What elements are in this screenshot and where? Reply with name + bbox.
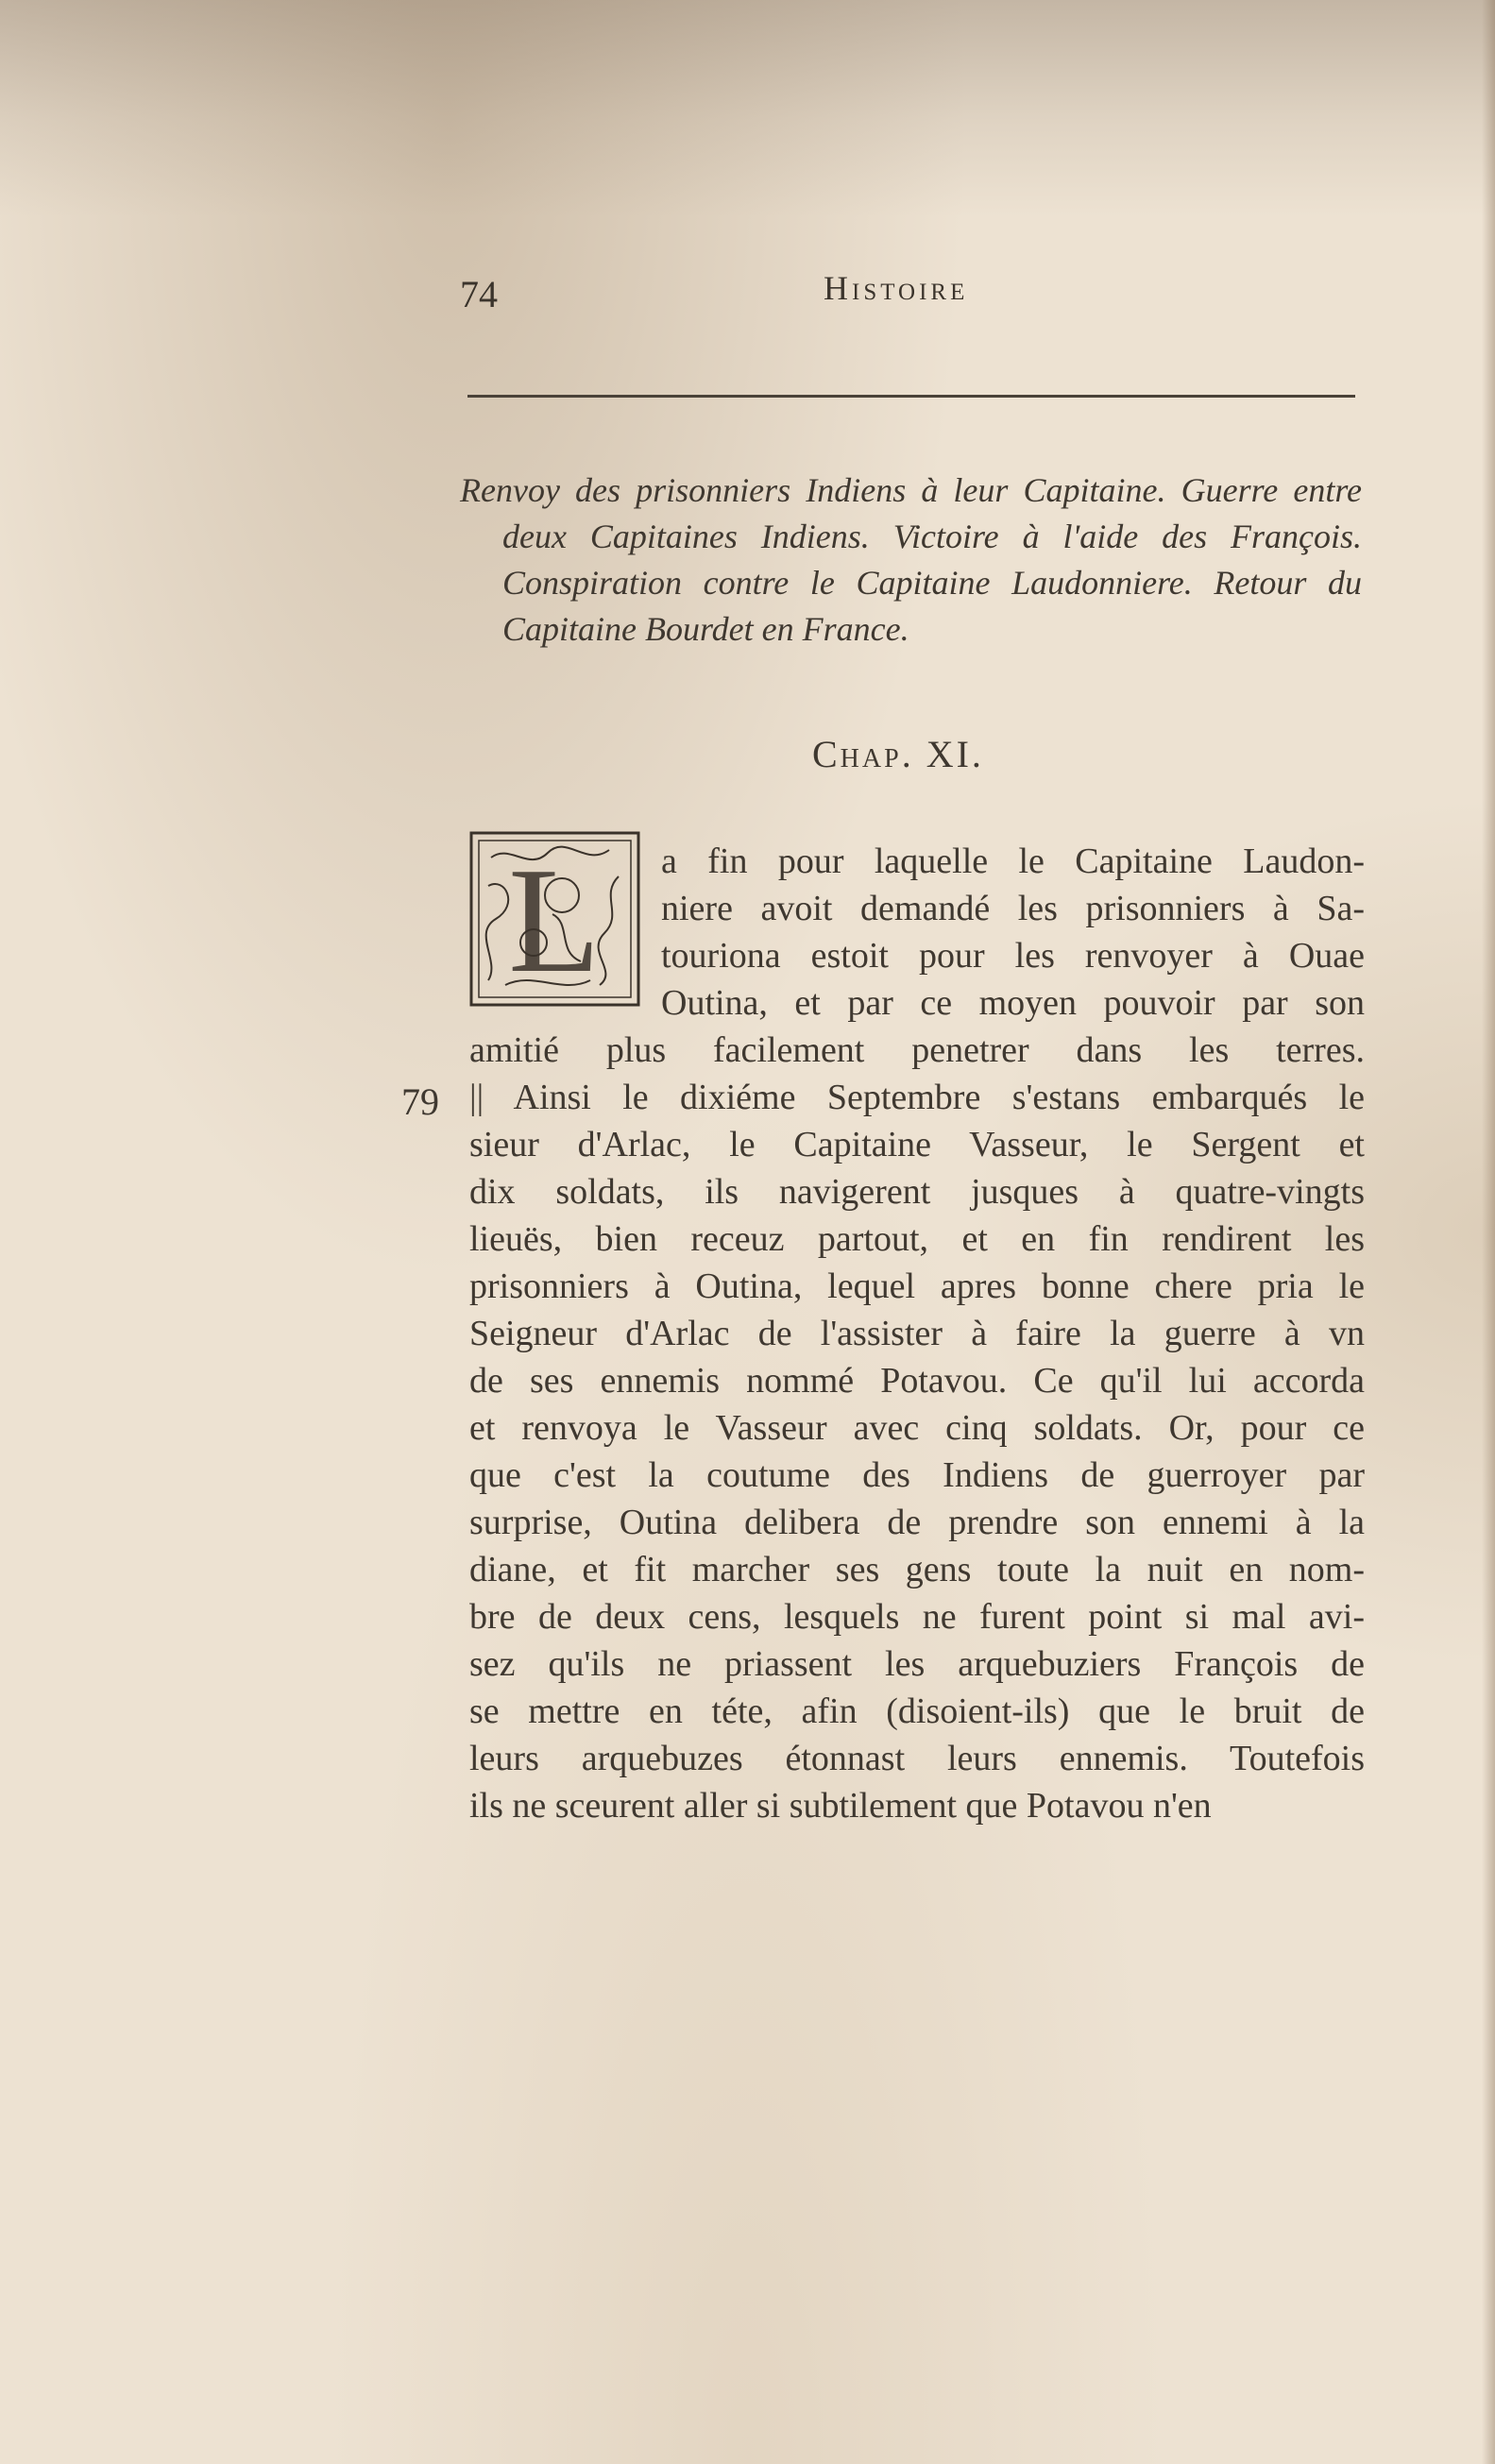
body-line: Outina, et par ce moyen pouvoir par son [661,983,1365,1023]
body-line: niere avoit demandé les prisonniers à Sa- [661,889,1365,928]
header-rule [467,395,1355,398]
body-line: dix soldats, ils navigerent jusques à quatre-vingts [469,1172,1365,1212]
running-head [460,264,1357,321]
body-line: de ses ennemis nommé Potavou. Ce qu'il lui accorda [469,1361,1365,1401]
page-edge [1482,0,1495,2464]
ornamental-drop-cap [467,829,642,1009]
body-line: et renvoya le Vasseur avec cinq soldats. Or, pour ce [469,1408,1365,1448]
body-line: bre de deux cens, lesquels ne furent point si mal avi- [469,1597,1365,1637]
body-line: sieur d'Arlac, le Capitaine Vasseur, le Sergent et [469,1125,1365,1164]
body-line: touriona estoit pour les renvoyer à Ouae [661,936,1365,976]
body-line: Seigneur d'Arlac de l'assister à faire la guerre à vn [469,1314,1365,1353]
margin-note: 79 [401,1080,439,1123]
body-line: || Ainsi le dixiéme Septembre s'estans embarqués le [469,1078,1365,1117]
body-line: surprise, Outina delibera de prendre son ennemi à la [469,1503,1365,1542]
page-number: 74 [460,273,498,315]
body-line: lieuës, bien receuz partout, et en fin rendirent les [469,1219,1365,1259]
body-line: ils ne sceurent aller si subtilement que Potavou n'en [469,1786,1212,1826]
drop-cap-letter: L [508,836,601,1004]
body-line: sez qu'ils ne priassent les arquebuziers François de [469,1644,1365,1684]
body-line: leurs arquebuzes étonnast leurs ennemis. Toutefois [469,1739,1365,1778]
body-line: amitié plus facilement penetrer dans les terres. [469,1030,1365,1070]
body-line: se mettre en téte, afin (disoient-ils) que le bruit de [469,1691,1365,1731]
chapter-summary: Renvoy des prisonniers Indiens à leur Capitaine. Guerre entre deux Capitaines Indiens. Victoire à l'aide des François. Conspiration contre le Capitaine Laudonniere. Retour du Capitaine Bourdet en France. [460,471,1362,648]
running-title: Histoire [824,269,969,307]
body-line: que c'est la coutume des Indiens de guerroyer par [469,1455,1365,1495]
page-shadow [0,0,1495,217]
chapter-heading: Chap. XI. [812,733,984,775]
body-line: a fin pour laquelle le Capitaine Laudon- [661,841,1365,881]
body-line: prisonniers à Outina, lequel apres bonne chere pria le [469,1266,1365,1306]
body-line: diane, et fit marcher ses gens toute la nuit en nom- [469,1550,1365,1589]
